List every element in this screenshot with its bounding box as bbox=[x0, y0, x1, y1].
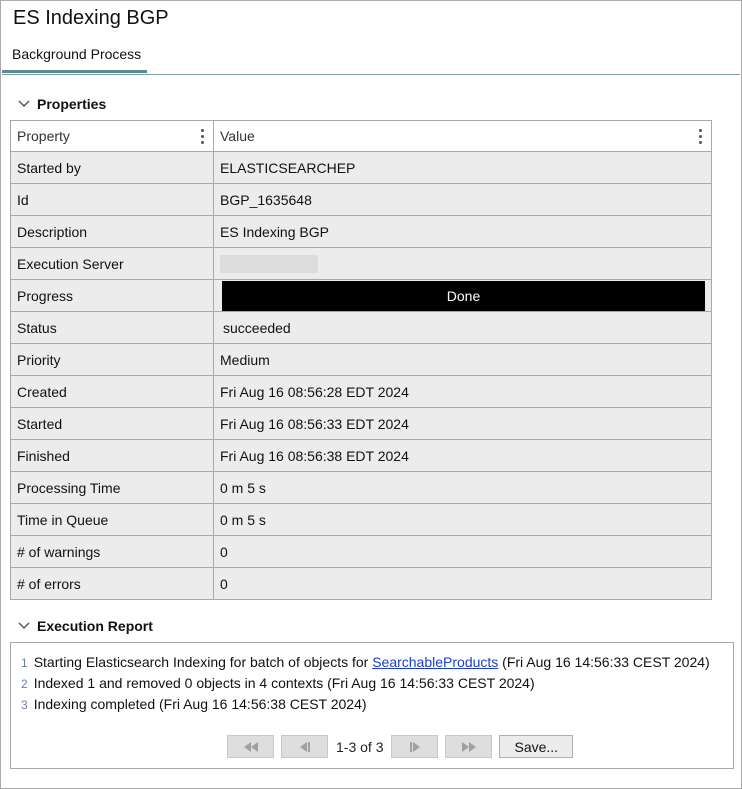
property-value: 0 m 5 s bbox=[214, 472, 712, 504]
property-value: ES Indexing BGP bbox=[214, 216, 712, 248]
active-tab-indicator bbox=[2, 70, 147, 73]
table-header-row bbox=[11, 121, 712, 152]
table-row bbox=[11, 504, 712, 536]
property-label: Started by bbox=[11, 152, 214, 184]
table-row bbox=[11, 472, 712, 504]
chevron-down-icon bbox=[17, 619, 31, 633]
properties-section-title: Properties bbox=[37, 96, 107, 112]
table-row bbox=[11, 312, 712, 344]
redacted-value bbox=[220, 255, 318, 273]
table-row bbox=[11, 440, 712, 472]
table-row bbox=[11, 184, 712, 216]
property-value: Fri Aug 16 08:56:33 EDT 2024 bbox=[214, 408, 712, 440]
property-value: 0 bbox=[214, 536, 712, 568]
property-value: Medium bbox=[214, 344, 712, 376]
table-row bbox=[11, 280, 712, 312]
table-row bbox=[11, 536, 712, 568]
previous-page-button[interactable] bbox=[281, 735, 328, 758]
property-label: Progress bbox=[11, 280, 214, 312]
line-number: 2 bbox=[21, 677, 28, 691]
page-range: 1-3 of 3 bbox=[336, 738, 384, 755]
property-value: BGP_1635648 bbox=[214, 184, 712, 216]
properties-section-header[interactable] bbox=[17, 96, 106, 112]
properties-table bbox=[10, 120, 712, 600]
table-row bbox=[11, 376, 712, 408]
table-row bbox=[11, 344, 712, 376]
tab-background-process[interactable]: Background Process bbox=[12, 46, 142, 62]
line-number: 3 bbox=[21, 698, 28, 712]
next-page-button[interactable] bbox=[391, 735, 438, 758]
property-label: Time in Queue bbox=[11, 504, 214, 536]
table-row bbox=[11, 568, 712, 600]
report-line: 2 Indexed 1 and removed 0 objects in 4 contexts (Fri Aug 16 14:56:33 CEST 2024) bbox=[21, 675, 535, 691]
report-line: 3 Indexing completed (Fri Aug 16 14:56:38 CEST 2024) bbox=[21, 696, 367, 712]
property-label: Execution Server bbox=[11, 248, 214, 280]
property-value bbox=[214, 280, 712, 312]
property-label: # of errors bbox=[11, 568, 214, 600]
column-menu-icon[interactable] bbox=[201, 129, 204, 144]
table-row bbox=[11, 216, 712, 248]
first-page-button[interactable] bbox=[227, 735, 274, 758]
column-header-property[interactable]: Property bbox=[11, 121, 214, 152]
column-header-value[interactable]: Value bbox=[214, 121, 712, 152]
property-label: Finished bbox=[11, 440, 214, 472]
report-pager bbox=[227, 735, 573, 758]
property-label: Started bbox=[11, 408, 214, 440]
property-label: Status bbox=[11, 312, 214, 344]
page-title: ES Indexing BGP bbox=[13, 7, 169, 29]
double-chevron-right-icon bbox=[462, 742, 476, 752]
tab-divider bbox=[2, 74, 740, 75]
property-label: Id bbox=[11, 184, 214, 216]
property-value: Fri Aug 16 08:56:38 EDT 2024 bbox=[214, 440, 712, 472]
last-page-button[interactable] bbox=[445, 735, 492, 758]
property-value: Fri Aug 16 08:56:28 EDT 2024 bbox=[214, 376, 712, 408]
property-value: 0 bbox=[214, 568, 712, 600]
execution-report-panel bbox=[10, 642, 734, 769]
report-line: 1 Starting Elasticsearch Indexing for batch of objects for SearchableProducts (Fri Aug 16 14:56:33 CEST 2024) bbox=[21, 654, 710, 670]
execution-report-section-header[interactable] bbox=[17, 618, 153, 634]
property-label: Priority bbox=[11, 344, 214, 376]
property-label: Processing Time bbox=[11, 472, 214, 504]
execution-report-section-title: Execution Report bbox=[37, 618, 153, 634]
property-value: ELASTICSEARCHEP bbox=[214, 152, 712, 184]
searchable-products-link[interactable]: SearchableProducts bbox=[372, 654, 499, 670]
table-row bbox=[11, 408, 712, 440]
save-button[interactable]: Save... bbox=[499, 735, 573, 758]
step-forward-icon bbox=[409, 742, 421, 752]
double-chevron-left-icon bbox=[244, 742, 258, 752]
property-label: # of warnings bbox=[11, 536, 214, 568]
chevron-down-icon bbox=[17, 97, 31, 111]
line-number: 1 bbox=[21, 656, 28, 670]
step-back-icon bbox=[299, 742, 311, 752]
property-value bbox=[214, 248, 712, 280]
table-row bbox=[11, 152, 712, 184]
property-label: Created bbox=[11, 376, 214, 408]
property-value: 0 m 5 s bbox=[214, 504, 712, 536]
table-row bbox=[11, 248, 712, 280]
progress-bar: Done bbox=[222, 281, 705, 311]
property-value: succeeded bbox=[214, 312, 712, 344]
property-label: Description bbox=[11, 216, 214, 248]
column-menu-icon[interactable] bbox=[699, 129, 702, 144]
